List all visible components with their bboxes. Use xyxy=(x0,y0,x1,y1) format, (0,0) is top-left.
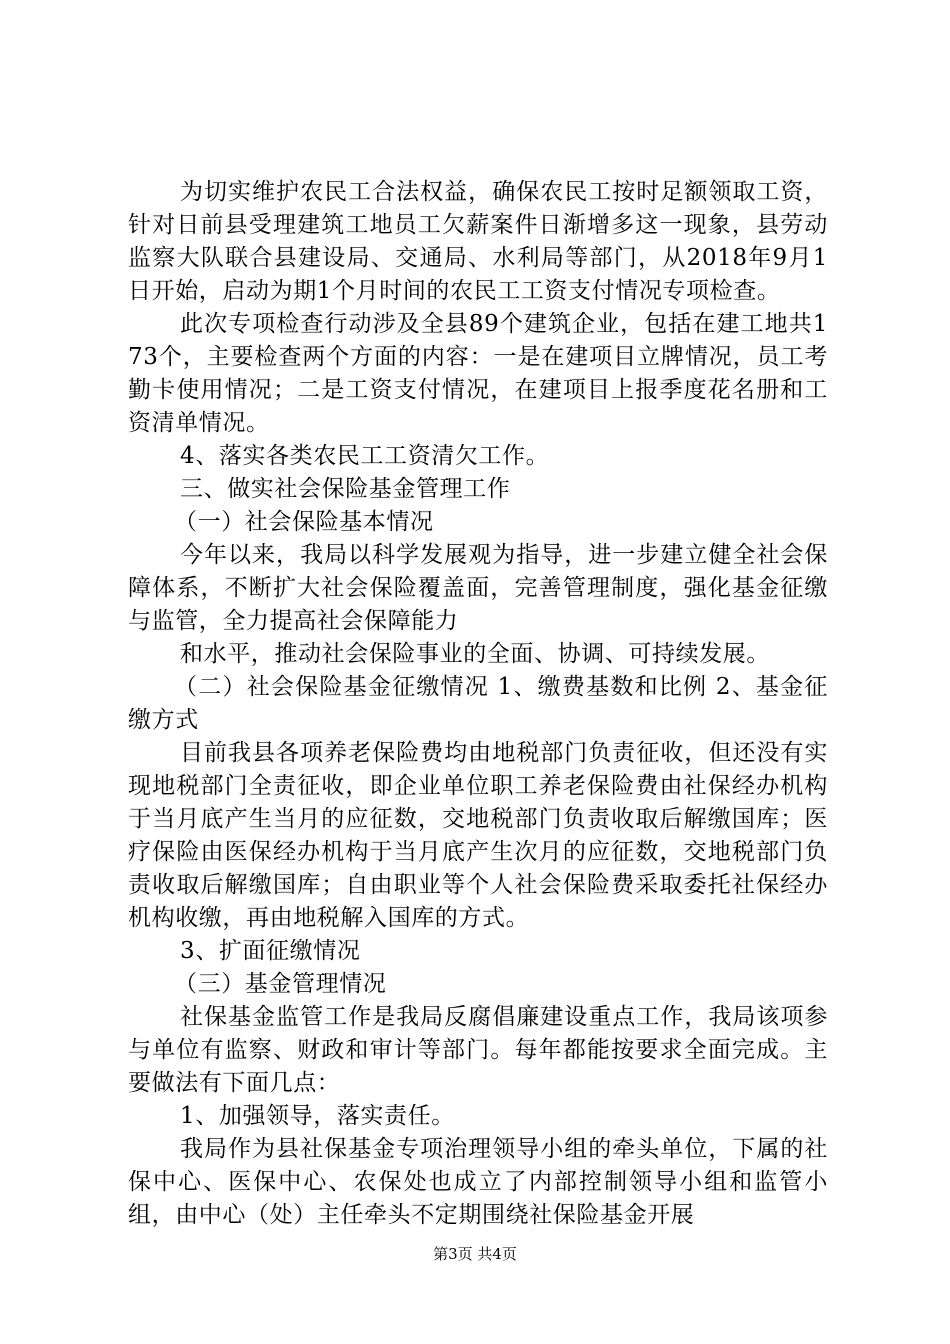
page-number-footer: 第3页 共4页 xyxy=(433,1245,517,1263)
paragraph-item-3: 3、扩面征缴情况 xyxy=(180,938,361,964)
paragraph-leadership: 我局作为县社保基金专项治理领导小组的牵头单位，下属的社保中心、医保中心、农保处也成立了内部控制领导小组和监管小组，由中心（处）主任牵头不定期围绕社保险基金开展 xyxy=(128,1136,828,1228)
section-heading-3: 三、做实社会保险基金管理工作 xyxy=(180,476,511,502)
paragraph-collection-method: 目前我县各项养老保险费均由地税部门负责征收，但还没有实现地税部门全责征收，即企业单位职工养老保险费由社保经办机构于当月底产生当月的应征数，交地税部门负责收取后解缴国库；医疗保险由医保经办机构于当月底产生次月的应征数，交地税部门负责收取后解缴国库；自由职业等个人社会保险费采取委托社保经办机构收缴，再由地税解入国库的方式。 xyxy=(128,740,828,931)
paragraph-item-4: 4、落实各类农民工工资清欠工作。 xyxy=(180,443,550,469)
subheading-2: （二）社会保险基金征缴情况 1、缴费基数和比例 2、基金征缴方式 xyxy=(128,674,828,733)
paragraph-fund-supervision: 社保基金监管工作是我局反腐倡廉建设重点工作，我局该项参与单位有监察、财政和审计等部门。每年都能按要求全面完成。主要做法有下面几点： xyxy=(128,1004,828,1096)
subheading-1: （一）社会保险基本情况 xyxy=(174,509,434,535)
paragraph-basic-situation-cont: 和水平，推动社会保险事业的全面、协调、可持续发展。 xyxy=(180,641,770,667)
paragraph-inspection-scope: 此次专项检查行动涉及全县89个建筑企业，包括在建工地共173个，主要检查两个方面的内容：一是在建项目立牌情况，员工考勤卡使用情况；二是工资支付情况，在建项目上报季度花名册和工资清单情况。 xyxy=(128,311,828,436)
paragraph-basic-situation: 今年以来，我局以科学发展观为指导，进一步建立健全社会保障体系，不断扩大社会保险覆盖面，完善管理制度，强化基金征缴与监管，全力提高社会保障能力 xyxy=(128,542,828,634)
document-body xyxy=(128,176,828,1232)
paragraph-wage-inspection-intro: 为切实维护农民工合法权益，确保农民工按时足额领取工资，针对日前县受理建筑工地员工欠薪案件日渐增多这一现象，县劳动监察大队联合县建设局、交通局、水利局等部门，从2018年9月1日开始，启动为期1个月时间的农民工工资支付情况专项检查。 xyxy=(128,179,828,304)
paragraph-item-1: 1、加强领导，落实责任。 xyxy=(180,1103,455,1129)
subheading-3: （三）基金管理情况 xyxy=(174,971,387,997)
